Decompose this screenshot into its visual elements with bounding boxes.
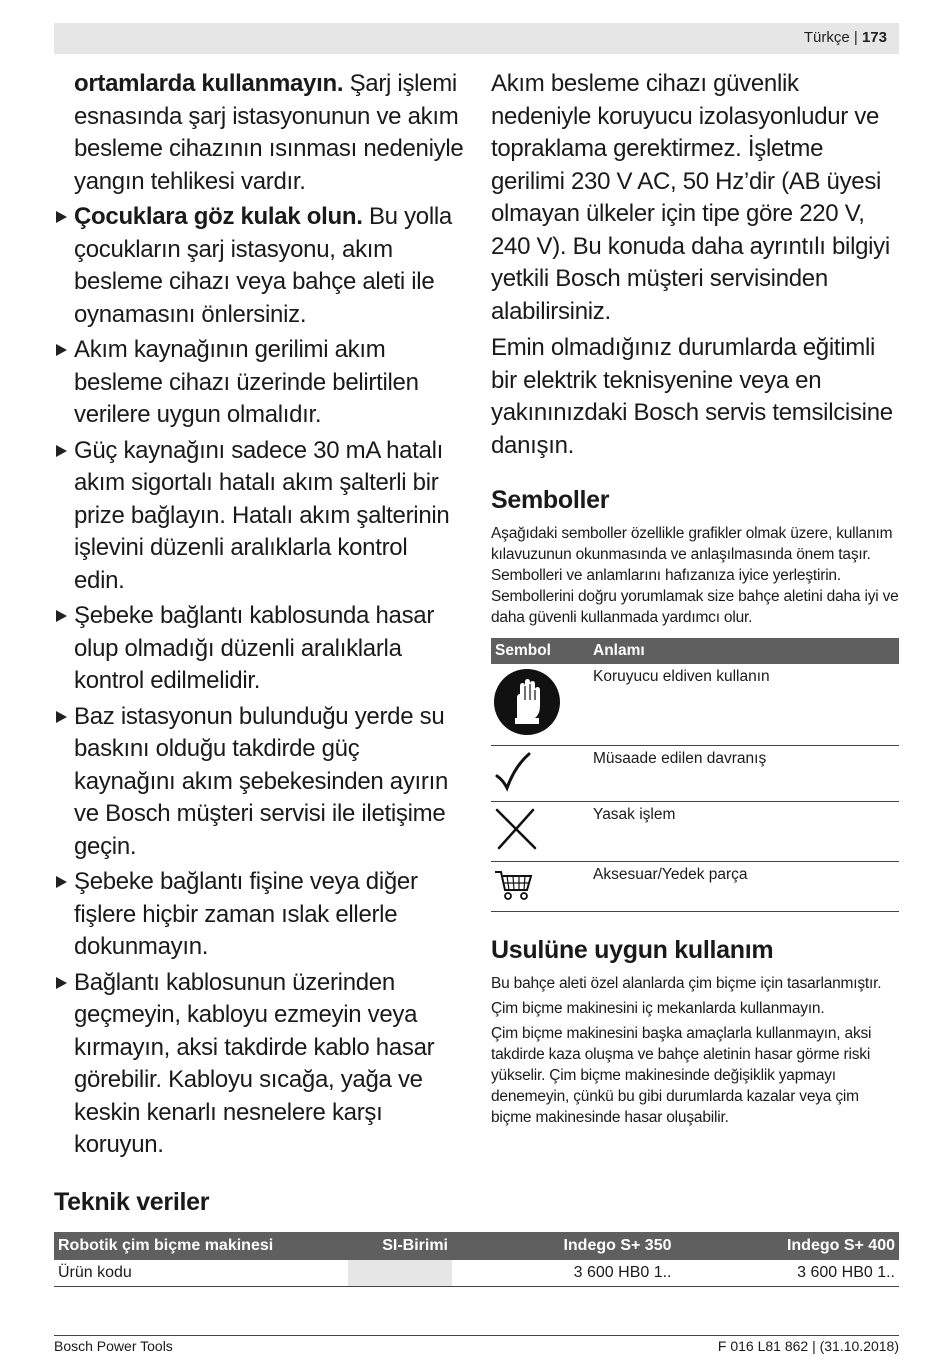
bullet-text: Baz istasyonun bulunduğu yerde su baskını olduğu takdirde güç kaynağını akım şebekesinden ayırın ve Bosch müşteri servisi ile iletişime geçin.	[74, 702, 449, 860]
meaning-cell: Koruyucu eldiven kullanın	[589, 664, 899, 746]
bullet-text: Bu yolla çocukların şarj istasyonu, akım besleme cihazı veya bahçe aleti ile oynamasını önlersiniz.	[74, 203, 452, 328]
bullet-text: Şebeke bağlantı fişine veya diğer fişlere hiçbir zaman ıslak ellerle dokunmayın.	[74, 868, 418, 960]
page-header	[54, 23, 899, 54]
symbols-col-symbol: Sembol	[491, 638, 589, 664]
bullet-text: Güç kaynağını sadece 30 mA hatalı akım sigortalı hatalı akım şalterli bir prize bağlayın. Hatalı akım şalterinin işlevini düzenli aralıklarla kontrol edin.	[74, 436, 450, 594]
table-row	[491, 746, 899, 802]
usage-paragraph-2: Çim biçme makinesini iç mekanlarda kullanmayın.	[491, 1000, 825, 1017]
table-row	[54, 1260, 899, 1287]
tech-row-unit	[348, 1260, 452, 1287]
bullet-triangle-icon	[56, 711, 67, 723]
bullet-triangle-icon	[56, 445, 67, 457]
meaning-cell: Müsaade edilen davranış	[589, 746, 899, 802]
bullet-item	[54, 435, 464, 598]
table-row	[491, 802, 899, 862]
symbols-col-meaning: Anlamı	[589, 638, 899, 664]
footer-doc-code: F 016 L81 862 | (31.10.2018)	[717, 1338, 899, 1354]
header-text	[804, 29, 887, 46]
symbols-heading: Semboller	[491, 486, 610, 514]
glove-icon	[493, 668, 561, 736]
footer-brand: Bosch Power Tools	[54, 1338, 173, 1354]
power-supply-paragraph: Akım besleme cihazı güvenlik nedeniyle koruyucu izolasyonludur ve topraklama gerektirmez. İşletme gerilimi 230 V AC, 50 Hz’dir (AB üyesi olmayan ülkeler için tipe göre 220 V, 240 V). Bu konuda daha ayrıntılı bilgiyi yetkili Bosch müşteri servisinden alabilirsiniz.	[491, 70, 890, 325]
tech-row-value-s400: 3 600 HB0 1..	[676, 1260, 900, 1287]
bullet-triangle-icon	[56, 876, 67, 888]
left-column	[54, 68, 464, 1165]
tech-row-value-s350: 3 600 HB0 1..	[452, 1260, 676, 1287]
tech-row-label: Ürün kodu	[54, 1260, 348, 1287]
intro-text: Şarj işlemi esnasında şarj istasyonunun ve akım besleme cihazının ısınması nedeniyle yangın tehlikesi vardır.	[74, 70, 464, 195]
page-number: 173	[861, 29, 887, 46]
tech-data-heading: Teknik veriler	[54, 1188, 210, 1216]
bullet-item	[54, 600, 464, 698]
usage-paragraph-3: Çim biçme makinesini başka amaçlarla kullanmayın, aksi takdirde kaza oluşma ve bahçe aletinin hasar görme riski yükselir. Çim biçme makinesinde değişiklik yapmayı denemeyin, çünkü bu gibi durumlarda kazalar veya çim biçme makinesinde hasar oluşabilir.	[491, 1025, 872, 1126]
usage-heading: Usulüne uygun kullanım	[491, 936, 774, 964]
electrician-paragraph: Emin olmadığınız durumlarda eğitimli bir elektrik teknisyenine veya en yakınınızdaki Bosch servis temsilcisine danışın.	[491, 334, 893, 459]
tech-col-s400: Indego S+ 400	[676, 1232, 900, 1260]
checkmark-icon	[493, 750, 533, 792]
table-row	[491, 862, 899, 912]
bullet-item	[54, 866, 464, 964]
symbol-cell	[491, 862, 589, 912]
bullet-triangle-icon	[56, 610, 67, 622]
tech-data-table	[54, 1232, 899, 1287]
header-separator: |	[853, 29, 858, 46]
tech-col-s350: Indego S+ 350	[452, 1232, 676, 1260]
tech-col-model: Robotik çim biçme makinesi	[54, 1232, 348, 1260]
cross-icon	[493, 806, 539, 852]
usage-paragraph-1: Bu bahçe aleti özel alanlarda çim biçme için tasarlanmıştır.	[491, 975, 882, 992]
tech-col-unit: SI-Birimi	[348, 1232, 452, 1260]
symbol-cell	[491, 746, 589, 802]
intro-bold: ortamlarda kullanmayın.	[74, 70, 344, 97]
bullet-item	[54, 967, 464, 1162]
symbols-table	[491, 638, 899, 912]
header-language: Türkçe	[803, 29, 850, 46]
meaning-cell: Yasak işlem	[589, 802, 899, 862]
symbols-paragraph: Aşağıdaki semboller özellikle grafikler olmak üzere, kullanım kılavuzunun okunmasında ve anlaşılmasında önem taşır. Sembolleri ve anlamlarını hafızanıza iyice yerleştirin. Sembollerini doğru yorumlamak size bahçe aletini daha iyi ve daha güvenli kullanmada yardımcı olur.	[491, 525, 899, 626]
bullet-triangle-icon	[56, 344, 67, 356]
meaning-cell: Aksesuar/Yedek parça	[589, 862, 899, 912]
cart-icon	[493, 866, 535, 902]
bullet-text: Akım kaynağının gerilimi akım besleme cihazı üzerinde belirtilen verilere uygun olmalıdır.	[74, 336, 419, 428]
bullet-text: Şebeke bağlantı kablosunda hasar olup olmadığı düzenli aralıklarla kontrol edilmelidir.	[74, 602, 435, 694]
footer-divider	[54, 1335, 899, 1336]
bullet-triangle-icon	[56, 211, 67, 223]
bullet-triangle-icon	[56, 977, 67, 989]
intro-paragraph	[54, 68, 464, 198]
table-row	[491, 664, 899, 746]
symbol-cell	[491, 664, 589, 746]
bullet-text: Bağlantı kablosunun üzerinden geçmeyin, kabloyu ezmeyin veya kırmayın, aksi takdirde kablo hasar görebilir. Kabloyu sıcağa, yağa ve keskin kenarlı nesnelere karşı koruyun.	[74, 968, 435, 1158]
right-column	[491, 68, 901, 1128]
bullet-item	[54, 201, 464, 331]
bullet-item	[54, 334, 464, 432]
bullet-item	[54, 701, 464, 864]
bullet-bold: Çocuklara göz kulak olun.	[74, 203, 363, 230]
symbol-cell	[491, 802, 589, 862]
